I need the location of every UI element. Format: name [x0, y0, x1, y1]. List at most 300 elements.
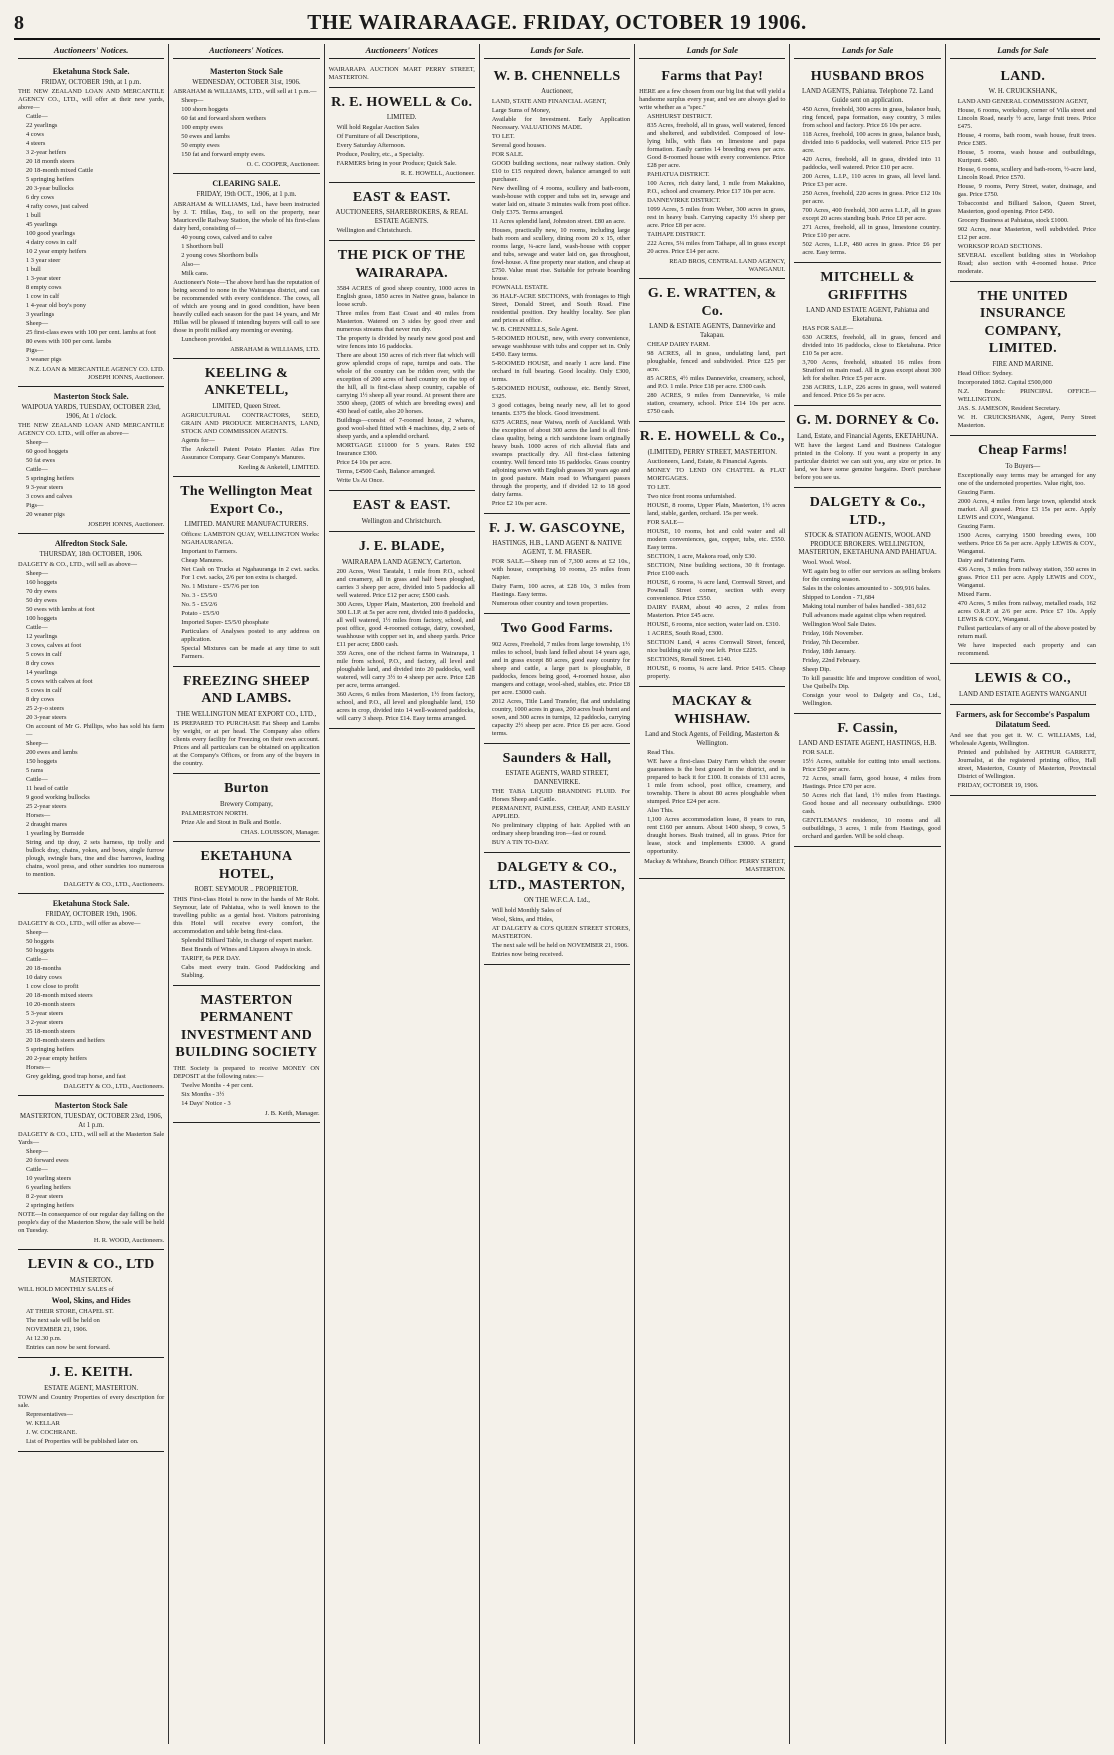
- ad-line: 280 ACRES, 9 miles from Dannevirke, ¼ mile station, creamery, school. Price £14 10s per acre. £750 cash.: [647, 392, 786, 416]
- ad-date: WAIPOUA YARDS, TUESDAY, OCTOBER 23rd, 1906, At 1 o'clock.: [21, 404, 161, 420]
- ad-line: 902 Acres, near Masterton, well subdivided. Price £12 per acre.: [957, 225, 1096, 241]
- ad-subheading: ON THE W.F.C.A. Ltd.,: [523, 897, 590, 905]
- ad-signature: READ BROS, CENTRAL LAND AGENCY, WANGANUI.: [669, 258, 786, 274]
- ad-line: Incorporated 1862. Capital £500,000: [957, 379, 1052, 387]
- ad-line: PERMANENT, PAINLESS, CHEAP, AND EASILY APPLIED.: [491, 805, 631, 821]
- ad-line: FRIDAY, OCTOBER 19, 1906.: [957, 782, 1039, 790]
- ad-line: Sheep—: [26, 439, 49, 447]
- ad-line: The next sale will be held on: [26, 1317, 100, 1324]
- ad-title: Masterton Stock Sale: [209, 66, 283, 76]
- ad-signature: J. B. Keith, Manager.: [265, 1109, 320, 1117]
- ad-line: 470 Acres, 5 miles from railway, metalled roads, 162 acres O.R.P. at 2/6 per acre. Price £7 10s. Apply LEWIS & COY., Wanganui.: [957, 600, 1096, 624]
- ad-heading: THE UNITED INSURANCE COMPANY, LIMITED.: [977, 288, 1069, 357]
- ad-line: Mixed Farm.: [957, 591, 992, 599]
- ad-body: ABRAHAM & WILLIAMS, Ltd., have been instructed by J. T. Hillas, Esq., to sell on the property, near Mauriceville Railway Station, the whole of his first-class dairy herd, consisting of—: [173, 200, 320, 232]
- ad-line: 72 Acres, small farm, good house, 4 miles from Hastings. Price £70 per acre.: [802, 775, 941, 791]
- ad-line: Cattle—: [26, 466, 48, 474]
- ad-line: Will hold Regular Auction Sales: [336, 123, 420, 131]
- ad-line: N.Z. Branch: PRINCIPAL OFFICE—WELLINGTON.: [957, 388, 1096, 404]
- ad-line: 100 empty ewes: [181, 124, 223, 132]
- ad-line: Sheep—: [26, 320, 49, 328]
- ad-line: Cattle—: [26, 1166, 48, 1174]
- ad-date: MASTERTON, TUESDAY, OCTOBER 23rd, 1906, At 1 p.m.: [19, 1113, 163, 1129]
- ad-line: SECTION, Nine building sections, 30 ft frontage. Price £100 each.: [647, 562, 786, 578]
- ad-line: 630 ACRES, freehold, all in grass, fenced and divided into 16 paddocks, close to Eketahuna. Price £10 5s per acre.: [802, 334, 941, 358]
- ad-line: 20 3-year steers: [26, 713, 67, 721]
- ad-line: AT THEIR STORE, CHAPEL ST.: [26, 1308, 114, 1315]
- ad-line: Wool. Wool. Wool.: [802, 558, 852, 566]
- ad-subheading: FIRE AND MARINE.: [992, 360, 1054, 368]
- ad-line: WORKSOP ROAD SECTIONS.: [957, 242, 1043, 250]
- ad-line: 1 cow close to profit: [26, 983, 79, 991]
- ad-line: 150 hoggets: [26, 757, 58, 765]
- ad-body: WILL HOLD MONTHLY SALES of: [18, 1286, 114, 1293]
- ad-line: Entries can now be sent forward.: [26, 1344, 111, 1351]
- ad-line: 8 2-year steers: [26, 1193, 64, 1201]
- ad-subheading: LAND AND ESTATE AGENT, Pahiatua and Eketahuna.: [806, 307, 929, 323]
- ad-line: Read This.: [647, 749, 675, 757]
- ad-subheading: MASTERTON.: [69, 1276, 113, 1284]
- ad-date: FRIDAY, OCTOBER 19th, at 1 p.m.: [41, 78, 142, 86]
- ad-line: 8 empty cows: [26, 284, 62, 292]
- ad-line: LAND, STATE AND FINANCIAL AGENT,: [491, 97, 607, 105]
- column-1: [14, 44, 169, 1744]
- ad-line: 5 springing heifers: [26, 475, 74, 483]
- ad-subheading: ESTATE AGENTS, WARD STREET, DANNEVIRKE.: [505, 770, 609, 786]
- ad-line: New dwelling of 4 rooms, scullery and bath-room, wash-house with copper and tubs set in, sewage and water laid on, situate 3 minutes walk from post office. Only £375. Terms arranged.: [491, 184, 631, 216]
- ad-heading: F. Cassin,: [837, 720, 898, 736]
- ad-line: 14 Days' Notice - 3: [181, 1099, 231, 1107]
- ad-heading: LEWIS & CO.,: [974, 671, 1071, 687]
- ad-heading: F. J. W. GASCOYNE,: [488, 520, 625, 536]
- ad-line: DAIRY FARM, about 40 acres, 2 miles from Masterton. Price £45 acre.: [647, 604, 786, 620]
- ad-line: 5 cows in calf: [26, 686, 62, 694]
- ad-line: JAS. S. JAMESON, Resident Secretary.: [957, 405, 1061, 413]
- ad-line: String and tip dray, 2 sets harness, tip trolly and bullock dray, chains, yokes, and bows, single furrow plough, swingle bars, tine and disc harrows, leading chains, wool press, and other sundries too numerous to mention.: [26, 838, 165, 878]
- advertisement: [173, 359, 319, 477]
- ad-line: HOUSE, 10 rooms, hot and cold water and all modern conveniences, gas, copper, tubs, etc. £550. Easy terms.: [647, 528, 786, 552]
- ad-subheading: AUCTIONEERS, SHAREBROKERS, & REAL ESTATE AGENTS.: [335, 209, 468, 225]
- ad-line: 100 shorn hoggets: [181, 106, 229, 114]
- advertisement: [173, 477, 319, 666]
- ad-line: Every Saturday Afternoon.: [336, 141, 406, 149]
- advertisement: [18, 1358, 164, 1452]
- ad-body: THIS First-class Hotel is now in the hands of Mr Robt. Seymour, late of Pahiatua, who is well known to the travelling public as a genial host. Visitors patronising this Hotel will receive every comfort, the accommodation and table being first-class.: [173, 895, 320, 935]
- ad-line: House, 4 rooms, bath room, wash house, fruit trees. Price £385.: [957, 131, 1096, 147]
- ad-line: The Ankctell Patent Potato Planter. Atlas Fire Assurance Company. Gear Company's Manures.: [181, 446, 320, 462]
- ad-line: 25 first-class ewes with 100 per cent. lambs at foot: [26, 329, 156, 337]
- column-4: [480, 44, 635, 1744]
- ad-line: Cheap Manures.: [181, 556, 224, 564]
- column-header: Auctioneers' Notices.: [18, 44, 164, 59]
- ad-line: Horses—: [26, 811, 51, 819]
- ad-line: 3 weaner pigs: [26, 356, 62, 364]
- ad-subheading: LIMITED.: [386, 114, 417, 122]
- ad-line: SEVERAL excellent building sites in Workshop Road; also section with 4-roomed house. Price moderate.: [957, 251, 1096, 275]
- ad-line: 100 hoggets: [26, 614, 58, 622]
- ad-line: 5-ROOMED HOUSE, new, with every convenience, sewage washhouse with tubs and copper set in. Only £450. Easy terms.: [491, 334, 631, 358]
- ad-line: 2 young cows Shorthorn bulls: [181, 251, 258, 259]
- column-5: [635, 44, 790, 1744]
- ad-signature: ABRAHAM & WILLIAMS, LTD.: [230, 345, 320, 353]
- ad-heading: Farms that Pay!: [661, 68, 764, 84]
- ad-subheading: (LIMITED), PERRY STREET, MASTERTON.: [647, 448, 777, 456]
- ad-subheading: LIMITED. MANURE MANUFACTURERS.: [184, 521, 309, 529]
- ad-line: Splendid Billiard Table, in charge of expert marker.: [181, 936, 313, 944]
- ad-line: 150 fat and forward empty ewes.: [181, 151, 266, 159]
- ad-line: Three miles from East Coast and 40 miles from Masterton. Watered on 3 sides by good river and numerous streams that never run dry.: [336, 310, 475, 334]
- column-header: Auctioneers' Notices.: [173, 44, 319, 59]
- ad-line: Sheep—: [181, 97, 204, 105]
- ad-line: Cattle—: [26, 775, 48, 783]
- ad-line: 1099 Acres, 5 miles from Weber, 300 acres in grass, rest in heavy bush. Carrying capacity 1½ sheep per acre. Price £8 per acre.: [647, 206, 786, 230]
- ad-line: 200 ewes and lambs: [26, 748, 78, 756]
- ad-line: Special Mixtures can be made at any time to suit Farmers.: [181, 644, 320, 660]
- ad-line: 5 cows with calves at foot: [26, 677, 93, 685]
- ad-line: Friday, 22nd February.: [802, 656, 861, 664]
- ad-heading: J. E. BLADE,: [358, 539, 445, 555]
- advertisement: [18, 894, 164, 1096]
- ad-line: 4 cows: [26, 131, 44, 139]
- advertisement: [639, 687, 785, 879]
- ad-signature: DALGETY & CO., LTD., Auctioneers.: [63, 880, 165, 888]
- ad-line: FARMERS bring in your Produce; Quick Sale.: [336, 159, 457, 167]
- ad-line: 15½ Acres, suitable for cutting into small sections. Price £50 per acre.: [802, 758, 941, 774]
- ad-line: Friday, 7th December.: [802, 638, 860, 646]
- advertisement: [173, 842, 319, 985]
- advertisement: [18, 1096, 164, 1250]
- ad-line: The next sale will be held on NOVEMBER 21, 1906.: [491, 941, 629, 949]
- ad-heading: R. E. HOWELL & Co.,: [639, 429, 785, 445]
- ad-heading: R. E. HOWELL & Co.: [331, 94, 473, 110]
- ad-body: WE have the largest Land and Business Catalogue printed in the Colony. If you want a property in any particular district we can suit you, any size or price. In land, we have some genuine bargains. Don't purchase before you see us.: [794, 442, 941, 482]
- ad-line: There are about 150 acres of rich river flat which will grow splendid crops of rape, turnips and oats. The whole of the country can be ridden over, with the exception of 200 acres of hard country on the top of the hill, all is first-class sheep country, capable of carrying 1½ sheep all year round. At present there are 3500 sheep, (2085 of which are breeding ewes) and 430 head of cattle, also 20 horses.: [336, 352, 475, 416]
- advertisement: [329, 491, 475, 532]
- ad-line: Price £4 10s per acre.: [336, 459, 392, 467]
- ad-line: DANNEVIRKE DISTRICT.: [647, 197, 721, 205]
- ad-line: 420 Acres, freehold, all in grass, divided into 11 paddocks, well watered. Price £10 per acre.: [802, 156, 941, 172]
- ad-line: Several good houses.: [491, 141, 546, 149]
- ad-heading: The Wellington Meat Export Co.,: [180, 484, 313, 517]
- ad-line: 10 20-month steers: [26, 1001, 75, 1009]
- ad-line: Milk cans.: [181, 269, 209, 277]
- ad-line: Head Office: Sydney.: [957, 370, 1013, 378]
- ad-line: Price £2 10s per acre.: [491, 499, 548, 507]
- ad-subheading: LAND AGENTS, Pahiatua. Telephone 72. Land Guide sent on application.: [801, 88, 934, 104]
- ad-line: Agents for—: [181, 437, 215, 445]
- ad-line: Sheep—: [26, 929, 49, 937]
- ad-line: 36 HALF-ACRE SECTIONS, with frontages to High Street, Donald Street, and South Road. Fine residential position. Dry healthy locality. See plan and prices at office.: [491, 292, 631, 324]
- ad-line: FOR SALE.—Sheep run of 7,300 acres at £2 10s., with house, comprising 10 rooms, 25 miles from Napier.: [491, 558, 631, 582]
- advertisement: [18, 1250, 164, 1358]
- ad-line: 20 18 month steers: [26, 158, 75, 166]
- advertisement: [484, 853, 630, 964]
- ad-line: 3 yearlings: [26, 311, 55, 319]
- ad-line: 5 rams: [26, 766, 44, 774]
- advertisement: [794, 406, 940, 488]
- ad-line: TAIHAPE DISTRICT.: [647, 231, 706, 239]
- ad-line: 12 yearlings: [26, 632, 58, 640]
- ad-line: Grazing Farm.: [957, 523, 995, 531]
- ad-line: Pigs—: [26, 502, 44, 510]
- ad-line: PALMERSTON NORTH.: [181, 810, 249, 818]
- ad-line: 5 3-year steers: [26, 1010, 64, 1018]
- ad-line: 1 3-year steer: [26, 275, 61, 283]
- ad-line: House, 6 rooms, scullery and bath-room, ½-acre land, Lincoln Road. Price £570.: [957, 165, 1096, 181]
- ad-subheading: W. H. CRUICKSHANK,: [988, 88, 1057, 96]
- ad-heading: EKETAHUNA HOTEL,: [200, 849, 293, 882]
- ad-line: Tobacconist and Billiard Saloon, Queen Street, Masterton, good opening. Price £450.: [957, 199, 1096, 215]
- ad-line: SECTIONS, Renall Street. £140.: [647, 656, 732, 664]
- ad-line: Shipped to London - 71,684: [802, 593, 875, 601]
- page-number: 8: [14, 12, 24, 34]
- ad-line: 20 3-year bullocks: [26, 185, 74, 193]
- ad-line: CHEAP DAIRY FARM.: [647, 341, 710, 349]
- ad-line: TO LET.: [491, 132, 515, 140]
- ad-line: Net Cash on Trucks at Ngahauranga in 2 cwt. sacks. For 1 cwt. sacks, 2/6 per ton extra is charged.: [181, 565, 320, 581]
- advertisement: [329, 183, 475, 241]
- ad-subheading: Wellington and Christchurch.: [361, 517, 442, 525]
- ad-emphasis: Wool, Skins, and Hides: [51, 1296, 131, 1305]
- advertisement: [329, 62, 475, 88]
- ad-heading: THE PICK OF THE WAIRARAPA.: [337, 248, 466, 281]
- ad-heading: MACKAY & WHISHAW.: [672, 694, 753, 727]
- ad-line: 2000 Acres, 4 miles from large town, splendid stock market. All grassed. Price £3 15s per acre. Apply LEWIS and COY., Wanganui.: [957, 498, 1096, 522]
- ad-line: 436 Acres, 3 miles from railway station, 350 acres in grass. Price £11 per acre. Apply LEWIS and COY., Wanganui.: [957, 566, 1096, 590]
- ad-line: 10 yearling steers: [26, 1175, 72, 1183]
- ad-line: We have inspected each property and can recommend.: [957, 642, 1096, 658]
- ad-line: Numerous other country and town properties.: [491, 600, 609, 608]
- ad-line: 2012 Acres, Title Land Transfer, flat and undulating country, 1000 acres in grass, 200 acres bush burnt and sown, and 300 acres in turnips, 12 paddocks, carrying capacity 2½ sheep per acre. Price £6 per acre. Good terms.: [491, 697, 631, 737]
- ad-line: 20 18-month mixed Cattle: [26, 167, 94, 175]
- ad-subheading: Land, Estate, and Financial Agents, EKETAHUNA.: [796, 432, 939, 440]
- ad-note: Auctioneer's Note—The above herd has the reputation of being second to none in the Wairarapa district, and can be recommended with every confidence. The cows, all of which are young and in good condition, have been heavily culled each season for the past 14 years, and Mr Hillas will be pleased if intending buyers will call to see those in profit milked any morning or evening.: [173, 278, 320, 334]
- ad-line: 5-ROOMED HOUSE, outhouse, etc. Bently Street, £325.: [491, 384, 631, 400]
- ad-line: Auctioneers, Land, Estate, & Financial Agents.: [647, 458, 768, 466]
- ad-line: 1 3 year steer: [26, 257, 61, 265]
- ad-line: Twelve Months - 4 per cent.: [181, 1081, 254, 1089]
- advertisement: [484, 514, 630, 614]
- ad-line: 271 Acres, freehold, all in grass, limestone country. Price £10 per acre.: [802, 224, 941, 240]
- ad-line: 6375 ACRES, near Waiwa, north of Auckland. With the exception of about 300 acres the land is all first-class quality, being a rich sandstone loam originally heavy bush. 1000 acres of rich alluvial flats and swamps practically dry. All first-class fattening country. Well fenced into 16 paddocks. Grass country adjoining sown with English grasses 30 years ago and in good pasture. Main road to Whangarei passes through the property, and if divided 12 to 18 good dairy farms.: [491, 418, 631, 498]
- advertisement: [639, 62, 785, 280]
- ad-line: Sheep—: [26, 569, 49, 577]
- ad-line: GOOD building sections, near railway station. Only £10 to £15 required down, balance arranged to suit purchaser.: [491, 159, 631, 183]
- ad-date: WEDNESDAY, OCTOBER 31st, 1906.: [192, 78, 301, 86]
- ad-line: Representatives—: [26, 1410, 73, 1418]
- ad-body: TOWN and Country Properties of every description for sale.: [18, 1393, 165, 1409]
- masthead: [14, 10, 1100, 40]
- ad-line: Produce, Poultry, etc., a Specialty.: [336, 150, 424, 158]
- ad-title: Eketahuna Stock Sale.: [52, 898, 130, 908]
- ad-line: Will hold Monthly Sales of: [491, 906, 562, 914]
- ad-line: 100 Acres, rich dairy land, 1 mile from Makakino, P.O., school and creamery. Price £17 10s per acre.: [647, 180, 786, 196]
- ad-body: THE Society is prepared to receive MONEY ON DEPOSIT at the following rates:—: [173, 1064, 320, 1080]
- ad-line: 5 springing heifers: [26, 1046, 74, 1054]
- ad-line: To kill parasitic life and improve condition of wool, Use Quibell's Dip.: [802, 674, 941, 690]
- ad-line: ASHHURST DISTRICT.: [647, 113, 713, 121]
- ad-line: Wellington Wool Sale Dates.: [802, 620, 877, 628]
- ad-body: DALGETY & CO., LTD., will sell as above—: [18, 560, 137, 568]
- ad-line: 1 bull: [26, 266, 41, 274]
- advertisement: [173, 774, 319, 842]
- ad-heading: Saunders & Hall,: [502, 750, 612, 766]
- ad-line: Prize Ale and Stout in Bulk and Bottle.: [181, 819, 282, 827]
- ad-line: W. KELLAR: [26, 1419, 60, 1427]
- ad-line: 3 cows, calves at foot: [26, 641, 82, 649]
- column-header: Lands for Sale: [639, 44, 785, 59]
- ad-line: 60 fat and forward shorn wethers: [181, 115, 266, 123]
- ad-title: Masterton Stock Sale.: [53, 392, 129, 402]
- ad-line: 50 Acres rich flat land, 1½ miles from Hastings. Good house and all necessary outbuildings. £900 cash.: [802, 792, 941, 816]
- ad-line: Grey gelding, good trap horse, and fast: [26, 1073, 126, 1081]
- ad-line: 5 cows in calf: [26, 650, 62, 658]
- column-header: Lands for Sale.: [484, 44, 630, 59]
- advertisement: [484, 614, 630, 744]
- ad-line: On account of Mr G. Phillips, who has sold his farm—: [26, 722, 165, 738]
- ad-heading: Cheap Farms!: [978, 443, 1068, 459]
- ad-line: 222 Acres, 5¼ miles from Taihape, all in grass except 20 acres. Price £14 per acre.: [647, 240, 786, 256]
- ad-subheading: THE WELLINGTON MEAT EXPORT CO., LTD.,: [176, 710, 317, 718]
- ad-line: LAND AND GENERAL COMMISSION AGENT,: [957, 97, 1089, 105]
- ad-line: HAS FOR SALE—: [802, 325, 854, 333]
- ad-line: Fullest particulars of any or all of the above posted by return mail.: [957, 625, 1096, 641]
- ad-line: 5 springing heifers: [26, 176, 74, 184]
- ad-body: DALGETY & CO., LTD., will sell at the Masterton Sale Yards—: [18, 1131, 165, 1147]
- advertisement: [173, 667, 319, 774]
- ad-heading: G. M. DORNEY & Co.: [796, 413, 940, 429]
- ad-line: 6 dry cows: [26, 194, 55, 202]
- ad-line: TO LET.: [647, 484, 670, 492]
- ad-heading: DALGETY & CO., LTD., MASTERTON,: [489, 860, 625, 893]
- advertisement: [639, 279, 785, 422]
- advertisement: [173, 986, 319, 1123]
- ad-heading: KEELING & ANKETELL,: [204, 365, 289, 399]
- ad-line: 20 2-year empty heifers: [26, 1055, 87, 1063]
- advertisement: [794, 62, 940, 263]
- ad-subheading: LIMITED, Queen Street.: [212, 402, 281, 410]
- ad-line: MONEY TO LEND ON CHATTEL & FLAT MORTGAGES.: [647, 467, 786, 483]
- ad-line: 11 head of cattle: [26, 784, 69, 792]
- ad-line: MORTGAGE £11000 for 5 years. Rates £92 Insurance £300.: [336, 442, 475, 458]
- ad-note: NOTE—In consequence of our regular day falling on the people's day of the Masterton Show, the sale will be held on Tuesday.: [18, 1211, 165, 1235]
- ad-line: 200 Acres, West Taratahi, 1 mile from P.O., school and creamery, all in grass and half been ploughed, carries 3 sheep per acre, divided into 5 paddocks all well watered. Price £12 per acre; £500 cash.: [336, 568, 475, 600]
- ad-line: Sales in the colonies amounted to - 309,916 bales.: [802, 584, 931, 592]
- ad-line: 902 Acres, Freehold, 7 miles from large township, 1½ miles to school, bush land felled about 14 years ago, and in grass except 80 acres, good easy country for sheep and cattle, a large part is ploughable, 8 paddocks, fences being good, 4-roomed house, also mangers and cottage, wool-shed, stables, etc. Price £8 per acre. £3000 cash.: [491, 640, 631, 696]
- ad-line: 20 weaner pigs: [26, 511, 65, 519]
- ad-body: HERE are a few chosen from our big list that will yield a handsome surplus every year, and we are always glad to write whether as a "spec.": [639, 88, 786, 112]
- ad-subheading: Auctioneer,: [541, 88, 573, 96]
- ad-subheading: LAND AND ESTATE AGENT, HASTINGS, H.B.: [798, 740, 937, 747]
- ad-line: Available for Investment. Early Application Necessary. VALUATIONS MADE.: [491, 115, 631, 131]
- ad-line: BUY A TIN TO-DAY.: [491, 839, 549, 847]
- ad-heading: G. E. WRATTEN, & Co.: [647, 286, 777, 319]
- ad-line: No. 5 - £5/2/6: [181, 600, 218, 608]
- ad-line: Two nice front rooms unfurnished.: [647, 493, 736, 501]
- ad-line: 60 good hoggets: [26, 448, 69, 456]
- ad-line: 1 ACRES, South Road, £300.: [647, 630, 723, 638]
- column-header: Lands for Sale: [794, 44, 940, 59]
- ad-signature: Keeling & Anketell, LIMITED.: [238, 464, 320, 472]
- ad-line: Sheep Dip.: [802, 665, 831, 673]
- ad-line: 50 hoggets: [26, 947, 54, 955]
- ad-line: NOVEMBER 21, 1906.: [26, 1326, 88, 1333]
- ad-line: Cattle—: [26, 956, 48, 964]
- ad-line: Printed and published by ARTHUR GARRETT, Journalist, at the registered printing office, Hall street, Masterton, County of Masterton, Provincial District of Wellington.: [957, 749, 1096, 781]
- ad-line: SECTION, 1 acre, Makora road, only £30.: [647, 553, 757, 561]
- ad-line: W. B. CHENNELLS, Sole Agent.: [491, 325, 579, 333]
- column-header: Auctioneers' Notices: [329, 44, 475, 59]
- ad-line: GENTLEMAN'S residence, 10 rooms and all outbuildings, 3 acres, 1 mile from Hastings, good orchard and garden. Will be sold cheap.: [802, 817, 941, 841]
- ad-title: Farmers, ask for Seccombe's Paspalum Dilatatum Seed.: [955, 710, 1090, 730]
- ad-line: Consign your wool to Dalgety and Co., Ltd., Wellington.: [802, 691, 941, 707]
- ad-line: No. 3 - £5/5/0: [181, 591, 218, 599]
- ad-line: Pigs—: [26, 347, 44, 355]
- ad-body: DALGETY & CO., LTD., will offer as above—: [18, 920, 141, 928]
- ad-line: HOUSE, 8 rooms, Upper Plain, Masterton, 1½ acres land, stable, garden, orchard. 15s per week.: [647, 502, 786, 518]
- ad-line: 20 18-months: [26, 965, 62, 973]
- ad-line: Cattle—: [26, 623, 48, 631]
- column-7: [946, 44, 1100, 1744]
- ad-line: HOUSE, 6 rooms, ¼ acre land, Cornwall Street, and Pownall Street corner, section with every convenience. Price £550.: [647, 579, 786, 603]
- ad-line: 40 young cows, calved and to calve: [181, 233, 273, 241]
- ad-line: At 12.30 p.m.: [26, 1335, 62, 1342]
- ad-line: 22 yearlings: [26, 122, 58, 130]
- ad-line: FOR SALE—: [647, 519, 684, 527]
- advertisement: [950, 705, 1096, 796]
- ad-body: And see that you get it. W. C. WILLIAMS, Ltd, Wholesale Agents, Wellington.: [949, 732, 1096, 748]
- ad-line: House, 9 rooms, Perry Street, water, drainage, and gas. Price £750.: [957, 182, 1096, 198]
- ad-line: 8 dry cows: [26, 659, 55, 667]
- ad-title: Eketahuna Stock Sale.: [52, 66, 130, 76]
- ad-line: 50 ewes with lambs at foot: [26, 605, 95, 613]
- ad-line: W. H. CRUICKSHANK, Agent, Perry Street Masterton.: [957, 414, 1096, 430]
- ad-subheading: ROBT. SEYMOUR .. PROPRIETOR.: [194, 886, 299, 894]
- ad-line: Cattle—: [26, 113, 48, 121]
- ad-line: 25 2-year steers: [26, 802, 67, 810]
- ad-subheading: To Buyers—: [1005, 462, 1041, 470]
- column-header: Lands for Sale: [950, 44, 1096, 59]
- ad-signature: JOSEPH IONNS, Auctioneer.: [87, 521, 165, 529]
- ad-line: Dairy and Fattening Farm.: [957, 557, 1026, 565]
- ad-line: 1,100 Acres accommodation lease, 8 years to run, rent £160 per annum. About 1400 sheep, 9 cows, 5 draught horses. Bush trained, all in grass. Price for lease, stock and implements £3000. A grand opportunity.: [647, 816, 786, 856]
- ad-subheading: WAIRARAPA LAND AGENCY, Carterton.: [341, 558, 462, 566]
- ad-body: WAIRARAPA AUCTION MART PERRY STREET, MASTERTON.: [328, 65, 475, 81]
- advertisement: [639, 422, 785, 687]
- advertisement: [18, 534, 164, 893]
- ad-line: 6 yearling heifers: [26, 1184, 71, 1192]
- ad-line: No preliminary clipping of hair. Applied with an ordinary sheep branding iron—fast or round.: [491, 822, 631, 838]
- ad-line: Also This.: [647, 807, 674, 815]
- ad-line: 9 3-year steers: [26, 484, 64, 492]
- ad-heading: FREEZING SHEEP AND LAMBS.: [183, 673, 310, 707]
- ad-line: Horses—: [26, 1064, 51, 1072]
- ad-heading: MASTERTON PERMANENT INVESTMENT AND BUILDING SOCIETY: [175, 992, 318, 1061]
- ad-line: WE have a first-class Dairy Farm which the owner guarantees is the best grazed in the district, and is prepared to back it for £100. It consists of 131 acres, 1 mile from school, post office, creamery, and township. There is about 80 acres ploughable when stumped. Price £24 per acre.: [647, 758, 786, 806]
- ad-signature: CHAS. LOUISSON, Manager.: [240, 829, 320, 837]
- ad-line: 45 yearlings: [26, 221, 58, 229]
- ad-line: THE TABA LIQUID BRANDING FLUID. For Horses Sheep and Cattle.: [491, 788, 631, 804]
- ad-body: ABRAHAM & WILLIAMS, LTD., will sell at 1 p.m.—: [173, 88, 317, 96]
- advertisement: [794, 263, 940, 406]
- ad-heading: LEVIN & CO., LTD: [27, 1257, 155, 1273]
- ad-line: 9 good working bullocks: [26, 793, 90, 801]
- ad-line: Buildings—consist of 7-roomed house, 2 whares, good wool-shed fitted with 4 machines, dip, 2 sets of sheep yards, and a splendid orchard.: [336, 417, 475, 441]
- ad-line: Large Sums of Money,: [491, 106, 551, 114]
- ad-line: 3584 ACRES of good sheep country, 1000 acres in English grass, 1850 acres in Native grass, balance in loose scrub.: [336, 285, 475, 309]
- ad-line: 14 yearlings: [26, 668, 58, 676]
- ad-signature: O. C. COOPER, Auctioneer.: [246, 161, 320, 169]
